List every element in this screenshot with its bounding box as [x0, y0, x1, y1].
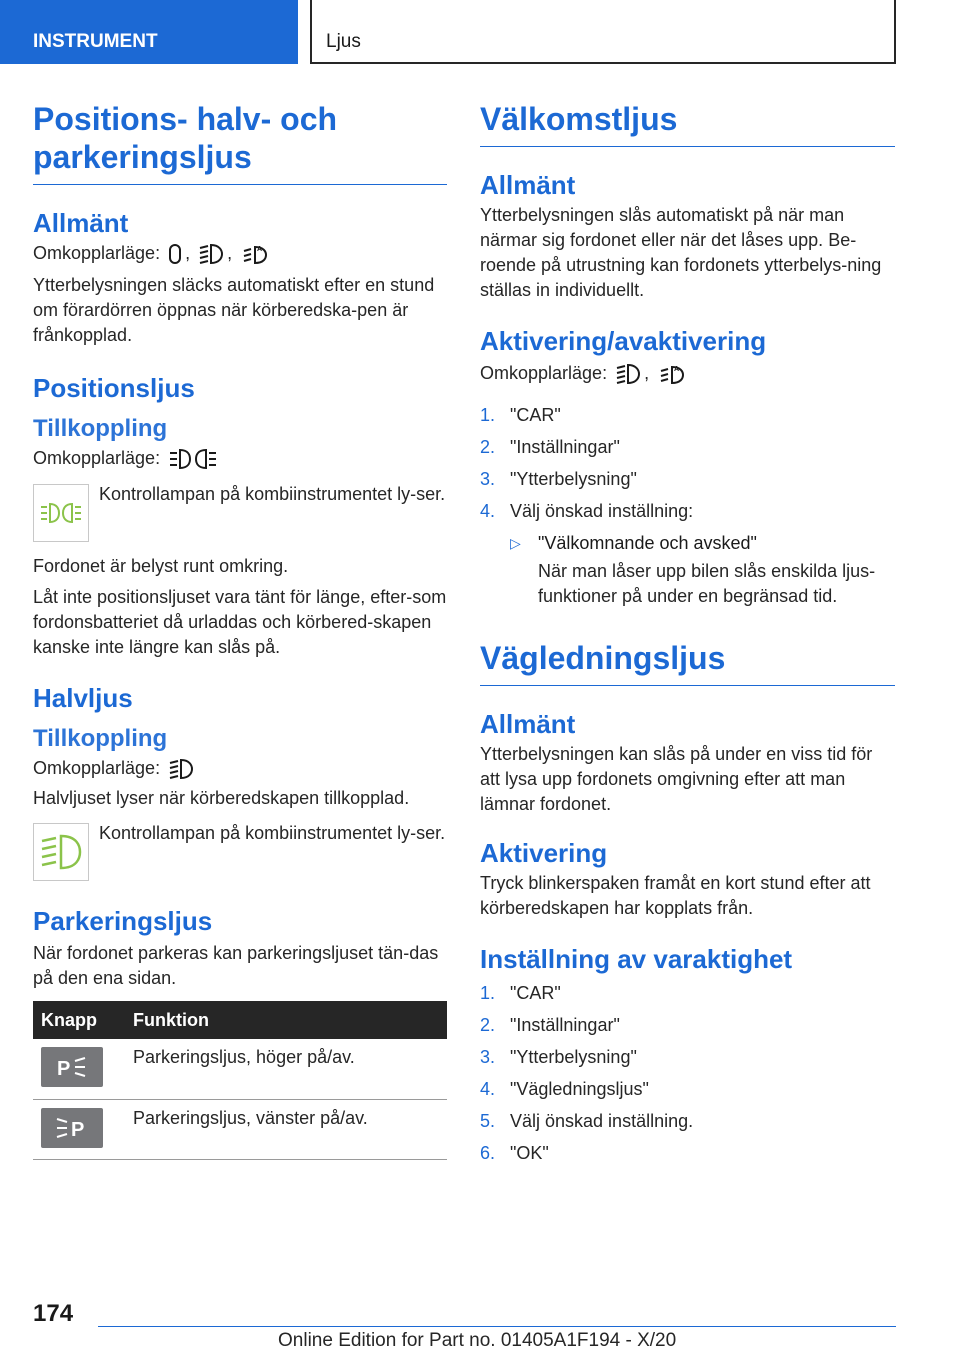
table-header-row [33, 1001, 447, 1039]
sub-item-text: När man låser upp bilen slås enskilda ljus-funktioner på under en begränsad tid. [538, 561, 876, 606]
guide-activation-text: Tryck blinkerspaken framåt en kort stund efter att körberedskapen har kopplats från. [480, 873, 871, 918]
heading-general: Allmänt [33, 208, 129, 238]
low-beam-icon [615, 363, 641, 385]
footer-divider [98, 1326, 896, 1327]
subheading-switch-on: Tillkoppling [33, 415, 168, 442]
low-beam-icon [198, 243, 224, 265]
general-text: Ytterbelysningen släcks automatiskt efter en stund om förardörren öppnas när körberedska-pen är frånkopplad. [33, 275, 435, 345]
guide-steps-list [480, 977, 895, 1169]
table-row [33, 1039, 447, 1099]
chapter-title: Ljus [310, 0, 896, 64]
low-beam-icon [168, 758, 194, 780]
heading-general: Allmänt [480, 170, 576, 200]
indicator-lamp-note [33, 484, 447, 542]
switch-position-line: Omkopplarläge: , A [480, 361, 895, 391]
heading-low-beam: Halvljus [33, 683, 133, 713]
list-item: 6. "OK" [480, 1143, 549, 1163]
lamp-text: Kontrollampan på kombiinstrumentet ly-ser. [99, 484, 446, 504]
svg-text:A: A [674, 366, 680, 374]
parking-table [33, 1001, 447, 1160]
heading-parking-light: Parkeringsljus [33, 906, 213, 936]
switch-position-line: Omkopplarläge: [33, 446, 447, 474]
triangle-bullet-icon: ▷ [510, 535, 521, 551]
heading-position-light: Positionsljus [33, 373, 195, 403]
list-item: 3. "Ytterbelysning" [480, 1047, 637, 1067]
section-tab: INSTRUMENT [0, 0, 298, 64]
switch-position-line: Omkopplarläge: [33, 756, 447, 784]
auto-headlight-icon [240, 243, 268, 265]
position-text-1: Fordonet är belyst runt omkring. [33, 556, 289, 576]
heading-positions-lights: Positions- halv- och parkeringsljus [33, 100, 447, 185]
table-cell-function: Parkeringsljus, vänster på/av. [125, 1099, 447, 1159]
page-footer [0, 1296, 960, 1362]
switch-position-line: Omkopplarläge: , , A [33, 241, 447, 269]
parking-text: När fordonet parkeras kan parkeringsljuset tän-das på den ena sidan. [33, 943, 439, 988]
lamp-text: Kontrollampan på kombiinstrumentet ly-ser. [99, 823, 446, 843]
col-header-button: Knapp [33, 1001, 125, 1039]
list-item: 2. "Inställningar" [480, 1015, 620, 1035]
right-column [480, 100, 895, 1169]
position-text-2: Låt inte positionsljuset vara tänt för länge, efter-som fordonsbatteriet då urladdas och körbered-skapen kanske inte längre kan slås på. [33, 587, 447, 657]
table-cell-function: Parkeringsljus, höger på/av. [125, 1039, 447, 1099]
low-beam-text: Halvljuset lyser när körberedskapen tillkopplad. [33, 788, 410, 808]
parking-left-button-icon [41, 1108, 103, 1148]
heading-general: Allmänt [480, 709, 576, 739]
position-light-icon [168, 448, 218, 470]
svg-text:P: P [57, 1058, 71, 1079]
heading-guide-light: Vägledningsljus [480, 639, 895, 686]
svg-text:P: P [71, 1118, 85, 1140]
subheading-switch-on: Tillkoppling [33, 725, 168, 752]
page-header [0, 0, 960, 66]
heading-duration-setting: Inställning av varaktighet [480, 944, 793, 974]
indicator-lamp-note [33, 823, 447, 881]
low-beam-indicator-icon [33, 823, 89, 881]
switch-off-icon [168, 243, 182, 265]
switch-label: Omkopplarläge: [33, 243, 161, 263]
heading-activation: Aktivering/avaktivering [480, 326, 767, 356]
guide-general-text: Ytterbelysningen kan slås på under en viss tid för att lysa upp fordonets omgivning efter att man lämnar fordonet. [480, 744, 873, 814]
page-number: 174 [33, 1300, 74, 1327]
list-item: 4. "Vägledningsljus" [480, 1079, 649, 1099]
heading-welcome-light: Välkomstljus [480, 100, 895, 147]
list-item: 4. Välj önskad inställning: [480, 501, 694, 521]
welcome-general-text: Ytterbelysningen slås automatiskt på när man närmar sig fordonet eller när det låses upp. Be-roende på utrustning kan fordonets ytterbelys-ning ställas in individuellt. [480, 205, 882, 300]
list-item: 1. "CAR" [480, 405, 561, 425]
list-item: 3. "Ytterbelysning" [480, 469, 637, 489]
list-item: 5. Välj önskad inställning. [480, 1111, 694, 1131]
edition-text: Online Edition for Part no. 01405A1F194 - X/20 [278, 1330, 677, 1351]
svg-text:A: A [257, 246, 263, 254]
welcome-steps-list [480, 399, 895, 527]
list-item: 1. "CAR" [480, 983, 561, 1003]
heading-activation: Aktivering [480, 838, 608, 868]
position-lamp-indicator-icon [33, 484, 89, 542]
left-column [33, 100, 447, 1160]
list-item: 2. "Inställningar" [480, 437, 620, 457]
auto-headlight-icon [657, 363, 685, 385]
parking-right-button-icon [41, 1047, 103, 1087]
col-header-function: Funktion [125, 1001, 447, 1039]
table-row [33, 1099, 447, 1159]
sub-list-item: ▷ "Välkomnande och avsked" [510, 527, 895, 559]
